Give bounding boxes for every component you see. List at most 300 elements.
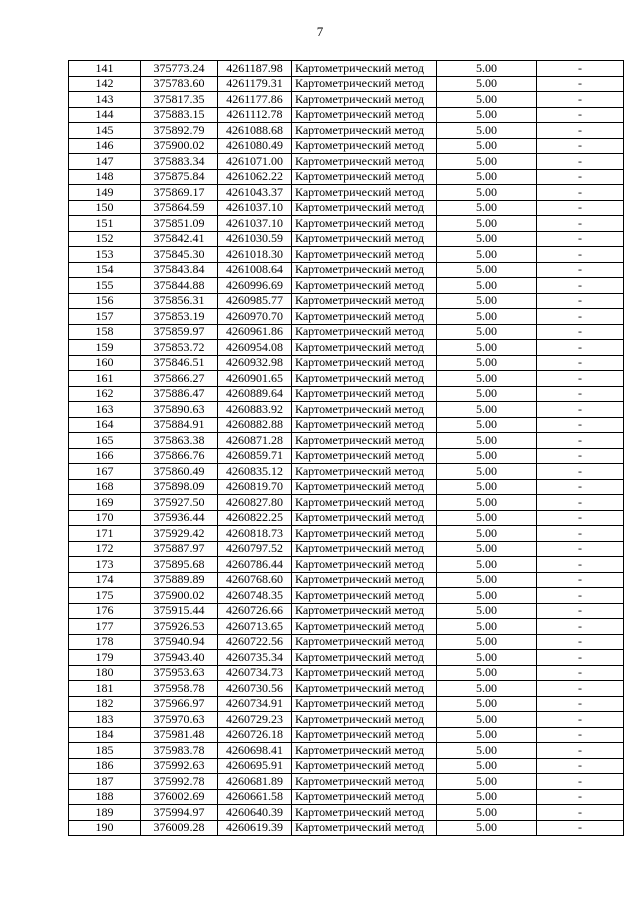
note-cell: -	[537, 154, 624, 170]
note-cell: -	[537, 309, 624, 325]
note-cell: -	[537, 433, 624, 449]
point-number-cell: 168	[69, 479, 141, 495]
table-row	[69, 324, 624, 340]
method-cell: Картометрический метод	[292, 557, 437, 573]
method-cell: Картометрический метод	[292, 603, 437, 619]
method-cell: Картометрический метод	[292, 820, 437, 836]
accuracy-cell: 5.00	[437, 231, 537, 247]
point-number-cell: 169	[69, 495, 141, 511]
y-coordinate-cell: 4260883.92	[218, 402, 292, 418]
point-number-cell: 175	[69, 588, 141, 604]
note-cell: -	[537, 665, 624, 681]
y-coordinate-cell: 4260819.70	[218, 479, 292, 495]
table-row	[69, 123, 624, 139]
point-number-cell: 167	[69, 464, 141, 480]
accuracy-cell: 5.00	[437, 541, 537, 557]
table-row	[69, 448, 624, 464]
y-coordinate-cell: 4261179.31	[218, 76, 292, 92]
point-number-cell: 143	[69, 92, 141, 108]
accuracy-cell: 5.00	[437, 758, 537, 774]
note-cell: -	[537, 650, 624, 666]
accuracy-cell: 5.00	[437, 510, 537, 526]
method-cell: Картометрический метод	[292, 76, 437, 92]
x-coordinate-cell: 375966.97	[141, 696, 218, 712]
x-coordinate-cell: 375843.84	[141, 262, 218, 278]
accuracy-cell: 5.00	[437, 805, 537, 821]
table-row	[69, 805, 624, 821]
method-cell: Картометрический метод	[292, 495, 437, 511]
note-cell: -	[537, 510, 624, 526]
x-coordinate-cell: 375851.09	[141, 216, 218, 232]
point-number-cell: 149	[69, 185, 141, 201]
accuracy-cell: 5.00	[437, 789, 537, 805]
method-cell: Картометрический метод	[292, 433, 437, 449]
y-coordinate-cell: 4260901.65	[218, 371, 292, 387]
method-cell: Картометрический метод	[292, 510, 437, 526]
table-row	[69, 417, 624, 433]
x-coordinate-cell: 375853.19	[141, 309, 218, 325]
note-cell: -	[537, 464, 624, 480]
point-number-cell: 177	[69, 619, 141, 635]
accuracy-cell: 5.00	[437, 138, 537, 154]
note-cell: -	[537, 712, 624, 728]
table-row	[69, 712, 624, 728]
y-coordinate-cell: 4260695.91	[218, 758, 292, 774]
table-row	[69, 92, 624, 108]
method-cell: Картометрический метод	[292, 479, 437, 495]
method-cell: Картометрический метод	[292, 293, 437, 309]
method-cell: Картометрический метод	[292, 572, 437, 588]
accuracy-cell: 5.00	[437, 324, 537, 340]
x-coordinate-cell: 375970.63	[141, 712, 218, 728]
note-cell: -	[537, 805, 624, 821]
method-cell: Картометрический метод	[292, 634, 437, 650]
y-coordinate-cell: 4260822.25	[218, 510, 292, 526]
accuracy-cell: 5.00	[437, 634, 537, 650]
note-cell: -	[537, 727, 624, 743]
method-cell: Картометрический метод	[292, 200, 437, 216]
table-row	[69, 216, 624, 232]
note-cell: -	[537, 634, 624, 650]
accuracy-cell: 5.00	[437, 588, 537, 604]
accuracy-cell: 5.00	[437, 650, 537, 666]
note-cell: -	[537, 278, 624, 294]
x-coordinate-cell: 375883.15	[141, 107, 218, 123]
method-cell: Картометрический метод	[292, 681, 437, 697]
x-coordinate-cell: 375863.38	[141, 433, 218, 449]
point-number-cell: 184	[69, 727, 141, 743]
y-coordinate-cell: 4260735.34	[218, 650, 292, 666]
method-cell: Картометрический метод	[292, 154, 437, 170]
table-row	[69, 681, 624, 697]
method-cell: Картометрический метод	[292, 789, 437, 805]
table-row	[69, 650, 624, 666]
x-coordinate-cell: 375817.35	[141, 92, 218, 108]
x-coordinate-cell: 375864.59	[141, 200, 218, 216]
x-coordinate-cell: 375953.63	[141, 665, 218, 681]
x-coordinate-cell: 375856.31	[141, 293, 218, 309]
point-number-cell: 176	[69, 603, 141, 619]
table-row	[69, 495, 624, 511]
accuracy-cell: 5.00	[437, 200, 537, 216]
point-number-cell: 159	[69, 340, 141, 356]
table-row	[69, 696, 624, 712]
point-number-cell: 178	[69, 634, 141, 650]
point-number-cell: 161	[69, 371, 141, 387]
method-cell: Картометрический метод	[292, 355, 437, 371]
y-coordinate-cell: 4261187.98	[218, 61, 292, 77]
x-coordinate-cell: 375958.78	[141, 681, 218, 697]
table-row	[69, 61, 624, 77]
note-cell: -	[537, 541, 624, 557]
accuracy-cell: 5.00	[437, 572, 537, 588]
accuracy-cell: 5.00	[437, 371, 537, 387]
method-cell: Картометрический метод	[292, 727, 437, 743]
x-coordinate-cell: 375929.42	[141, 526, 218, 542]
point-number-cell: 151	[69, 216, 141, 232]
accuracy-cell: 5.00	[437, 619, 537, 635]
table-row	[69, 789, 624, 805]
note-cell: -	[537, 324, 624, 340]
accuracy-cell: 5.00	[437, 402, 537, 418]
table-row	[69, 665, 624, 681]
method-cell: Картометрический метод	[292, 309, 437, 325]
method-cell: Картометрический метод	[292, 665, 437, 681]
y-coordinate-cell: 4260748.35	[218, 588, 292, 604]
note-cell: -	[537, 169, 624, 185]
y-coordinate-cell: 4260954.08	[218, 340, 292, 356]
note-cell: -	[537, 92, 624, 108]
note-cell: -	[537, 526, 624, 542]
table-row	[69, 309, 624, 325]
table-row	[69, 247, 624, 263]
x-coordinate-cell: 375943.40	[141, 650, 218, 666]
y-coordinate-cell: 4260730.56	[218, 681, 292, 697]
accuracy-cell: 5.00	[437, 417, 537, 433]
note-cell: -	[537, 262, 624, 278]
y-coordinate-cell: 4261037.10	[218, 200, 292, 216]
accuracy-cell: 5.00	[437, 557, 537, 573]
y-coordinate-cell: 4260818.73	[218, 526, 292, 542]
method-cell: Картометрический метод	[292, 464, 437, 480]
method-cell: Картометрический метод	[292, 231, 437, 247]
point-number-cell: 160	[69, 355, 141, 371]
accuracy-cell: 5.00	[437, 479, 537, 495]
method-cell: Картометрический метод	[292, 541, 437, 557]
table-row	[69, 510, 624, 526]
method-cell: Картометрический метод	[292, 247, 437, 263]
method-cell: Картометрический метод	[292, 805, 437, 821]
x-coordinate-cell: 375926.53	[141, 619, 218, 635]
accuracy-cell: 5.00	[437, 665, 537, 681]
table-row	[69, 820, 624, 836]
note-cell: -	[537, 76, 624, 92]
accuracy-cell: 5.00	[437, 169, 537, 185]
table-row	[69, 464, 624, 480]
accuracy-cell: 5.00	[437, 278, 537, 294]
table-row	[69, 278, 624, 294]
table-row	[69, 293, 624, 309]
table-row	[69, 758, 624, 774]
point-number-cell: 155	[69, 278, 141, 294]
x-coordinate-cell: 375994.97	[141, 805, 218, 821]
note-cell: -	[537, 200, 624, 216]
point-number-cell: 185	[69, 743, 141, 759]
table-row	[69, 588, 624, 604]
method-cell: Картометрический метод	[292, 138, 437, 154]
note-cell: -	[537, 479, 624, 495]
y-coordinate-cell: 4261043.37	[218, 185, 292, 201]
table-row	[69, 479, 624, 495]
y-coordinate-cell: 4260722.56	[218, 634, 292, 650]
accuracy-cell: 5.00	[437, 433, 537, 449]
point-number-cell: 164	[69, 417, 141, 433]
point-number-cell: 145	[69, 123, 141, 139]
x-coordinate-cell: 375886.47	[141, 386, 218, 402]
method-cell: Картометрический метод	[292, 650, 437, 666]
point-number-cell: 150	[69, 200, 141, 216]
x-coordinate-cell: 375992.63	[141, 758, 218, 774]
note-cell: -	[537, 572, 624, 588]
x-coordinate-cell: 375773.24	[141, 61, 218, 77]
accuracy-cell: 5.00	[437, 464, 537, 480]
coordinates-table-body	[69, 61, 624, 836]
y-coordinate-cell: 4260726.18	[218, 727, 292, 743]
point-number-cell: 154	[69, 262, 141, 278]
method-cell: Картометрический метод	[292, 262, 437, 278]
table-row	[69, 231, 624, 247]
accuracy-cell: 5.00	[437, 448, 537, 464]
y-coordinate-cell: 4261062.22	[218, 169, 292, 185]
method-cell: Картометрический метод	[292, 417, 437, 433]
x-coordinate-cell: 375889.89	[141, 572, 218, 588]
table-row	[69, 138, 624, 154]
accuracy-cell: 5.00	[437, 92, 537, 108]
table-row	[69, 572, 624, 588]
x-coordinate-cell: 375845.30	[141, 247, 218, 263]
y-coordinate-cell: 4260889.64	[218, 386, 292, 402]
note-cell: -	[537, 696, 624, 712]
y-coordinate-cell: 4261008.64	[218, 262, 292, 278]
x-coordinate-cell: 375915.44	[141, 603, 218, 619]
table-row	[69, 619, 624, 635]
method-cell: Картометрический метод	[292, 386, 437, 402]
accuracy-cell: 5.00	[437, 495, 537, 511]
y-coordinate-cell: 4260882.88	[218, 417, 292, 433]
x-coordinate-cell: 375927.50	[141, 495, 218, 511]
table-row	[69, 603, 624, 619]
x-coordinate-cell: 375844.88	[141, 278, 218, 294]
table-row	[69, 200, 624, 216]
note-cell: -	[537, 789, 624, 805]
y-coordinate-cell: 4261018.30	[218, 247, 292, 263]
point-number-cell: 172	[69, 541, 141, 557]
table-row	[69, 386, 624, 402]
point-number-cell: 165	[69, 433, 141, 449]
y-coordinate-cell: 4261112.78	[218, 107, 292, 123]
method-cell: Картометрический метод	[292, 107, 437, 123]
point-number-cell: 187	[69, 774, 141, 790]
x-coordinate-cell: 376002.69	[141, 789, 218, 805]
y-coordinate-cell: 4261080.49	[218, 138, 292, 154]
point-number-cell: 141	[69, 61, 141, 77]
x-coordinate-cell: 375859.97	[141, 324, 218, 340]
table-row	[69, 262, 624, 278]
note-cell: -	[537, 247, 624, 263]
note-cell: -	[537, 355, 624, 371]
method-cell: Картометрический метод	[292, 216, 437, 232]
point-number-cell: 147	[69, 154, 141, 170]
note-cell: -	[537, 681, 624, 697]
x-coordinate-cell: 375992.78	[141, 774, 218, 790]
x-coordinate-cell: 375940.94	[141, 634, 218, 650]
table-row	[69, 557, 624, 573]
point-number-cell: 173	[69, 557, 141, 573]
accuracy-cell: 5.00	[437, 712, 537, 728]
x-coordinate-cell: 375892.79	[141, 123, 218, 139]
coordinates-table	[68, 60, 624, 836]
point-number-cell: 189	[69, 805, 141, 821]
y-coordinate-cell: 4260681.89	[218, 774, 292, 790]
table-row	[69, 402, 624, 418]
y-coordinate-cell: 4260932.98	[218, 355, 292, 371]
note-cell: -	[537, 417, 624, 433]
table-row	[69, 774, 624, 790]
accuracy-cell: 5.00	[437, 727, 537, 743]
note-cell: -	[537, 293, 624, 309]
y-coordinate-cell: 4260640.39	[218, 805, 292, 821]
method-cell: Картометрический метод	[292, 402, 437, 418]
accuracy-cell: 5.00	[437, 386, 537, 402]
method-cell: Картометрический метод	[292, 448, 437, 464]
point-number-cell: 157	[69, 309, 141, 325]
note-cell: -	[537, 138, 624, 154]
note-cell: -	[537, 185, 624, 201]
y-coordinate-cell: 4260961.86	[218, 324, 292, 340]
table-row	[69, 355, 624, 371]
point-number-cell: 148	[69, 169, 141, 185]
table-row	[69, 727, 624, 743]
note-cell: -	[537, 588, 624, 604]
x-coordinate-cell: 375846.51	[141, 355, 218, 371]
table-row	[69, 169, 624, 185]
x-coordinate-cell: 375895.68	[141, 557, 218, 573]
note-cell: -	[537, 820, 624, 836]
x-coordinate-cell: 375900.02	[141, 138, 218, 154]
note-cell: -	[537, 774, 624, 790]
method-cell: Картометрический метод	[292, 743, 437, 759]
table-row	[69, 76, 624, 92]
point-number-cell: 171	[69, 526, 141, 542]
y-coordinate-cell: 4260713.65	[218, 619, 292, 635]
point-number-cell: 179	[69, 650, 141, 666]
point-number-cell: 186	[69, 758, 141, 774]
accuracy-cell: 5.00	[437, 123, 537, 139]
y-coordinate-cell: 4260729.23	[218, 712, 292, 728]
y-coordinate-cell: 4260619.39	[218, 820, 292, 836]
method-cell: Картометрический метод	[292, 758, 437, 774]
point-number-cell: 162	[69, 386, 141, 402]
x-coordinate-cell: 375860.49	[141, 464, 218, 480]
point-number-cell: 180	[69, 665, 141, 681]
accuracy-cell: 5.00	[437, 262, 537, 278]
x-coordinate-cell: 375983.78	[141, 743, 218, 759]
accuracy-cell: 5.00	[437, 247, 537, 263]
note-cell: -	[537, 448, 624, 464]
x-coordinate-cell: 375866.76	[141, 448, 218, 464]
y-coordinate-cell: 4260786.44	[218, 557, 292, 573]
accuracy-cell: 5.00	[437, 696, 537, 712]
accuracy-cell: 5.00	[437, 774, 537, 790]
note-cell: -	[537, 216, 624, 232]
note-cell: -	[537, 758, 624, 774]
table-row	[69, 541, 624, 557]
accuracy-cell: 5.00	[437, 603, 537, 619]
y-coordinate-cell: 4261037.10	[218, 216, 292, 232]
note-cell: -	[537, 371, 624, 387]
accuracy-cell: 5.00	[437, 340, 537, 356]
method-cell: Картометрический метод	[292, 278, 437, 294]
point-number-cell: 188	[69, 789, 141, 805]
table-row	[69, 526, 624, 542]
method-cell: Картометрический метод	[292, 371, 437, 387]
note-cell: -	[537, 743, 624, 759]
point-number-cell: 181	[69, 681, 141, 697]
page-number: 7	[316, 24, 324, 39]
table-row	[69, 743, 624, 759]
y-coordinate-cell: 4260698.41	[218, 743, 292, 759]
accuracy-cell: 5.00	[437, 185, 537, 201]
y-coordinate-cell: 4261177.86	[218, 92, 292, 108]
y-coordinate-cell: 4260726.66	[218, 603, 292, 619]
note-cell: -	[537, 107, 624, 123]
y-coordinate-cell: 4260970.70	[218, 309, 292, 325]
point-number-cell: 183	[69, 712, 141, 728]
table-row	[69, 154, 624, 170]
method-cell: Картометрический метод	[292, 774, 437, 790]
y-coordinate-cell: 4260859.71	[218, 448, 292, 464]
x-coordinate-cell: 375898.09	[141, 479, 218, 495]
y-coordinate-cell: 4260661.58	[218, 789, 292, 805]
point-number-cell: 144	[69, 107, 141, 123]
note-cell: -	[537, 61, 624, 77]
x-coordinate-cell: 375883.34	[141, 154, 218, 170]
y-coordinate-cell: 4260871.28	[218, 433, 292, 449]
point-number-cell: 142	[69, 76, 141, 92]
y-coordinate-cell: 4261071.00	[218, 154, 292, 170]
method-cell: Картометрический метод	[292, 526, 437, 542]
table-row	[69, 634, 624, 650]
note-cell: -	[537, 557, 624, 573]
point-number-cell: 156	[69, 293, 141, 309]
table-row	[69, 185, 624, 201]
x-coordinate-cell: 375884.91	[141, 417, 218, 433]
x-coordinate-cell: 376009.28	[141, 820, 218, 836]
x-coordinate-cell: 375887.97	[141, 541, 218, 557]
point-number-cell: 158	[69, 324, 141, 340]
point-number-cell: 163	[69, 402, 141, 418]
y-coordinate-cell: 4260996.69	[218, 278, 292, 294]
note-cell: -	[537, 495, 624, 511]
y-coordinate-cell: 4260734.73	[218, 665, 292, 681]
accuracy-cell: 5.00	[437, 743, 537, 759]
accuracy-cell: 5.00	[437, 293, 537, 309]
point-number-cell: 182	[69, 696, 141, 712]
accuracy-cell: 5.00	[437, 154, 537, 170]
point-number-cell: 152	[69, 231, 141, 247]
table-row	[69, 107, 624, 123]
x-coordinate-cell: 375842.41	[141, 231, 218, 247]
